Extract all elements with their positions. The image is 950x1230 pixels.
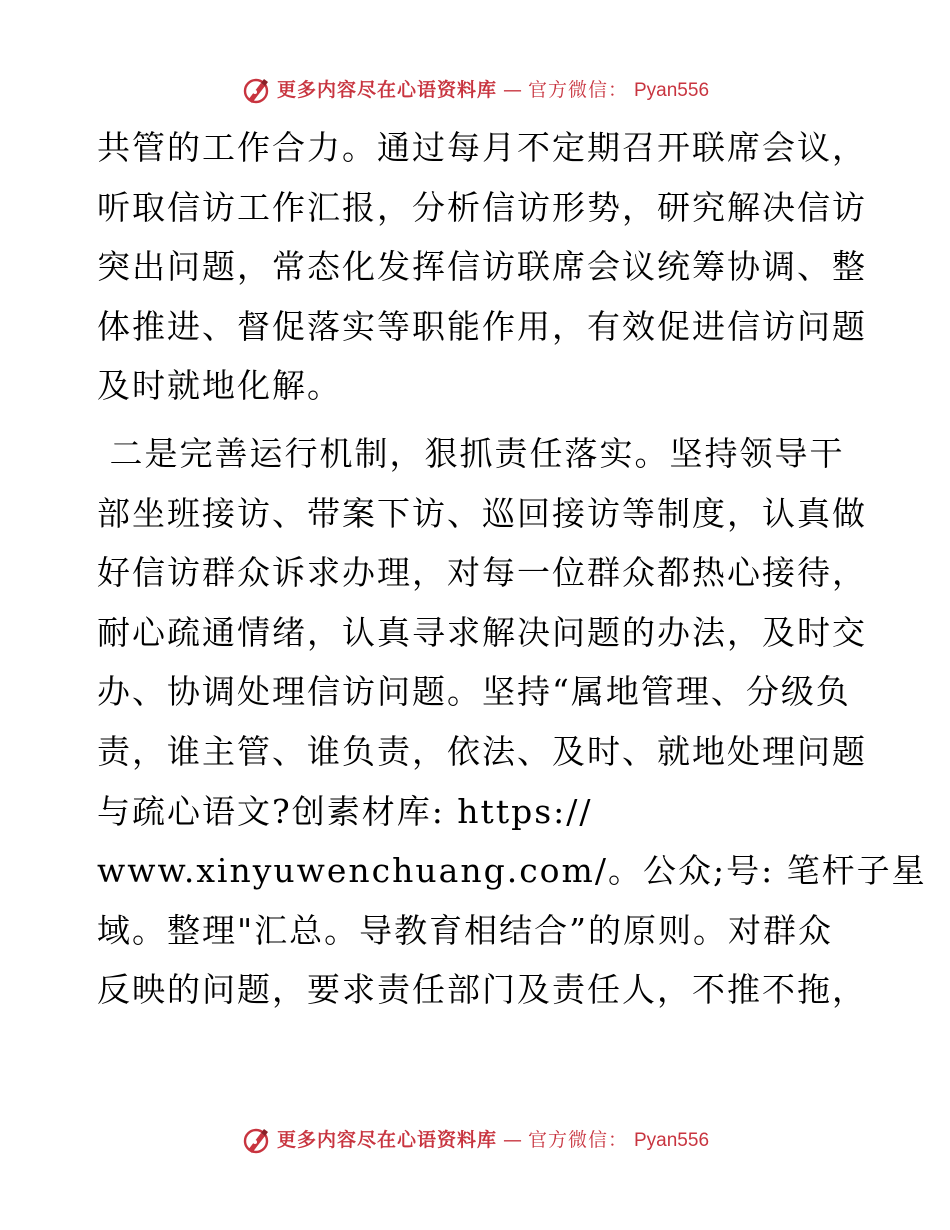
document-body — [97, 118, 927, 1020]
text-line: 听取信访工作汇报，分析信访形势，研究解决信访 — [97, 187, 867, 227]
header-banner — [241, 75, 709, 105]
text-line: www.xinyuwenchuang.com/。公众;号: 笔杆子星 — [97, 851, 927, 891]
header-wechat-id: Pyan556 — [634, 79, 710, 101]
text-line: 二是完善运行机制，狠抓责任落实。坚持领导干 — [97, 433, 845, 473]
page-header — [0, 70, 950, 110]
text-line: 办、协调处理信访问题。坚持“属地管理、分级负 — [97, 672, 851, 712]
footer-dash: — — [502, 1128, 522, 1151]
footer-wechat-id: Pyan556 — [634, 1129, 710, 1151]
text-line: 耐心疏通情绪，认真寻求解决问题的办法，及时交 — [97, 612, 867, 652]
text-line: 突出问题，常态化发挥信访联席会议统筹协调、整 — [97, 247, 867, 287]
text-line: 体推进、督促落实等职能作用，有效促进信访问题 — [97, 306, 867, 346]
text-line: 部坐班接访、带案下访、巡回接访等制度，认真做 — [97, 493, 867, 533]
text-line: 及时就地化解。 — [97, 366, 342, 406]
header-brand-text: 更多内容尽在心语资料库 — [276, 78, 497, 101]
paragraph-2 — [97, 424, 927, 1020]
pen-circle-logo-icon — [241, 75, 271, 105]
header-dash: — — [502, 78, 522, 101]
footer-banner — [241, 1125, 709, 1155]
page-footer — [0, 1120, 950, 1160]
text-line: 好信访群众诉求办理，对每一位群众都热心接待， — [97, 553, 867, 593]
paragraph-gap — [97, 416, 857, 424]
header-wechat-label: 官方微信： — [527, 78, 628, 101]
text-line: 与疏心语文?创素材库: https:// — [97, 791, 593, 831]
text-line: 共管的工作合力。通过每月不定期召开联席会议， — [97, 128, 867, 167]
text-line: 反映的问题，要求责任部门及责任人，不推不拖， — [97, 970, 867, 1010]
text-line: 责，谁主管、谁负责，依法、及时、就地处理问题 — [97, 731, 867, 771]
paragraph-1 — [97, 118, 867, 416]
footer-brand-text: 更多内容尽在心语资料库 — [276, 1128, 497, 1151]
pen-circle-logo-icon — [241, 1125, 271, 1155]
text-line: 域。整理"汇总。导教育相结合”的原则。对群众 — [97, 910, 834, 950]
footer-wechat-label: 官方微信： — [527, 1128, 628, 1151]
